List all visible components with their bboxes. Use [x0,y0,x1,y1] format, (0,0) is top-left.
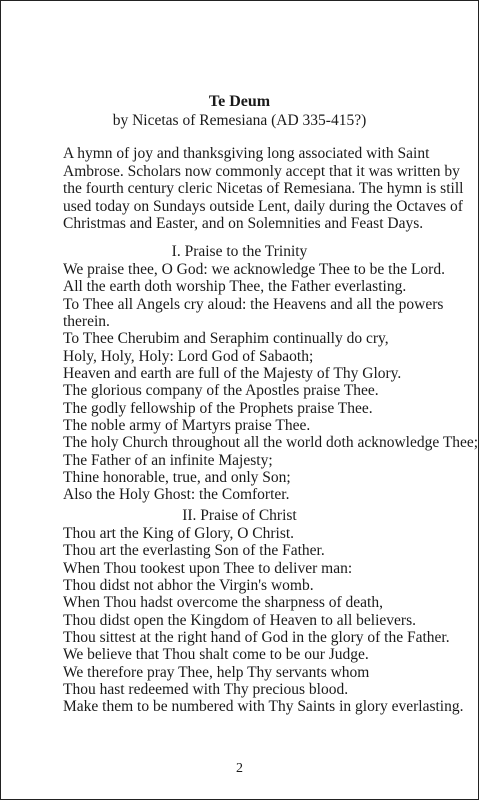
hymn-line: Thou didst open the Kingdom of Heaven to all believers. [63,611,416,629]
hymn-line: All the earth doth worship Thee, the Father everlasting. [63,278,407,296]
hymn-line: The holy Church throughout all the world doth acknowledge Thee; [63,434,479,452]
intro-line: A hymn of joy and thanksgiving long associated with Saint [63,145,430,162]
hymn-line: Heaven and earth are full of the Majesty of Thy Glory. [63,365,402,383]
intro-line: the fourth century cleric Nicetas of Remesiana. The hymn is still [63,180,464,197]
section-heading-trinity: I. Praise to the Trinity [171,243,308,260]
intro-paragraph [63,145,463,233]
intro-line: used today on Sundays outside Lent, daily during the Octaves of [63,197,463,215]
section-trinity-lines [63,261,479,504]
hymn-line: Thou art the everlasting Son of the Father. [63,542,325,560]
hymn-line: The godly fellowship of the Prophets praise Thee. [63,399,373,417]
intro-line: Ambrose. Scholars now commonly accept that it was written by [63,162,460,180]
hymn-line: To Thee Cherubim and Seraphim continually do cry, [63,330,389,348]
hymn-line: When Thou hadst overcome the sharpness of death, [63,594,383,612]
hymn-line: To Thee all Angels cry aloud: the Heavens and all the powers [63,295,444,313]
hymn-line: The noble army of Martyrs praise Thee. [63,417,311,435]
section-christ-lines [63,525,475,716]
section-heading-christ: II. Praise of Christ [182,507,297,524]
hymn-line: Thou didst not abhor the Virgin's womb. [63,577,314,595]
hymn-line: Thou hast redeemed with Thy precious blood. [63,681,349,699]
hymn-line: Thine honorable, true, and only Son; [63,469,291,487]
hymn-line: We praise thee, O God: we acknowledge Thee to be the Lord. [63,261,445,278]
hymn-line: We therefore pray Thee, help Thy servants whom [63,663,370,681]
hymn-line: Thou sittest at the right hand of God in the glory of the Father. [63,629,450,647]
page-title: Te Deum [208,93,271,110]
hymn-line: Holy, Holy, Holy: Lord God of Sabaoth; [63,347,314,365]
hymn-line: The Father of an infinite Majesty; [63,451,273,469]
intro-line: Christmas and Easter, and on Solemnities and Feast Days. [63,215,424,232]
hymn-line: The glorious company of the Apostles praise Thee. [63,382,379,400]
page-number: 2 [236,761,243,776]
page-subtitle: by Nicetas of Remesiana (AD 335-415?) [112,112,367,129]
hymn-line: therein. [63,313,110,331]
hymn-line: Also the Holy Ghost: the Comforter. [63,486,290,504]
hymn-line: We believe that Thou shalt come to be our Judge. [63,646,369,664]
hymn-line: Thou art the King of Glory, O Christ. [63,525,295,542]
hymn-line: Make them to be numbered with Thy Saints in glory everlasting. [63,698,464,716]
hymn-line: When Thou tookest upon Thee to deliver man: [63,559,353,577]
